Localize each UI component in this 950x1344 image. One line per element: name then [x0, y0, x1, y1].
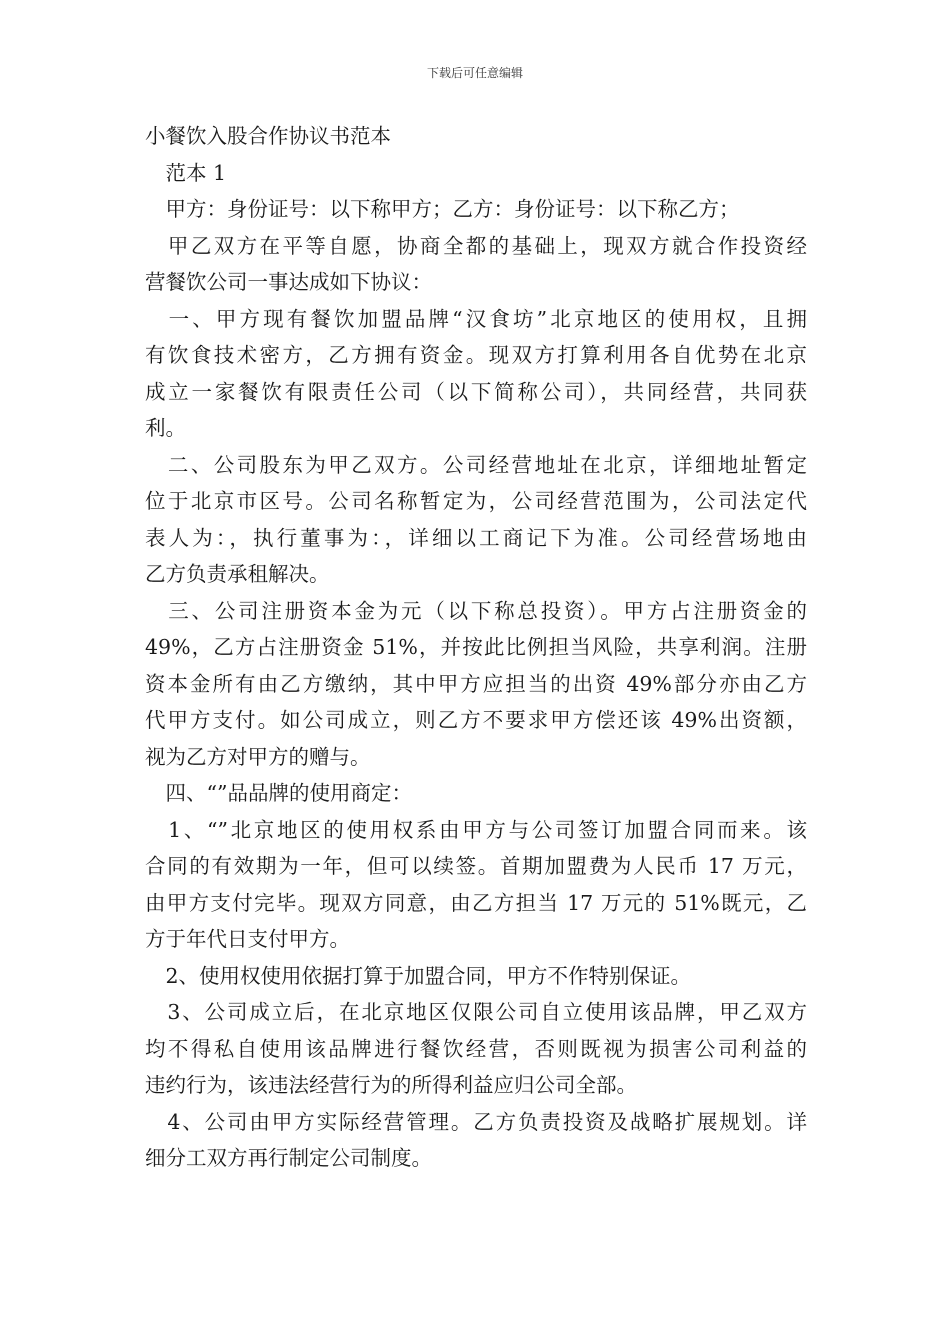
text-line: 细分工双方再行制定公司制度。 [145, 1146, 432, 1170]
text-line: 由甲方支付完毕。现双方同意，由乙方担当 17 万元的 51%既元，乙 [145, 890, 807, 915]
text-line: 四、“”品品牌的使用商定： [145, 781, 412, 805]
text-line: 乙方负责承租解决。 [145, 562, 330, 586]
document-body [145, 118, 807, 1177]
text-line: 表人为：，执行董事为：，详细以工商记下为准。公司经营场地由 [145, 525, 807, 550]
text-line: 4、公司由甲方实际经营管理。乙方负责投资及战略扩展规划。详 [145, 1109, 807, 1134]
text-line: 二、公司股东为甲乙双方。公司经营地址在北京，详细地址暂定 [145, 452, 807, 477]
text-line: 一、甲方现有餐饮加盟品牌“汉食坊”北京地区的使用权，且拥 [145, 306, 807, 331]
text-line: 甲乙双方在平等自愿，协商全都的基础上，现双方就合作投资经 [145, 233, 807, 258]
text-line: 三、公司注册资本金为元（以下称总投资）。甲方占注册资金的 [145, 598, 807, 623]
text-line: 甲方：身份证号：以下称甲方；乙方：身份证号：以下称乙方； [145, 197, 740, 221]
text-line: 合同的有效期为一年，但可以续签。首期加盟费为人民币 17 万元， [145, 854, 807, 878]
text-line: 利。 [145, 416, 186, 440]
document-title: 小餐饮入股合作协议书范本 [145, 124, 391, 148]
text-line: 有饮食技术密方，乙方拥有资金。现双方打算利用各自优势在北京 [145, 343, 807, 367]
text-line: 位于北京市区号。公司名称暂定为，公司经营范围为，公司法定代 [145, 489, 807, 513]
text-line: 1、“”北京地区的使用权系由甲方与公司签订加盟合同而来。该 [145, 817, 807, 842]
text-line: 资本金所有由乙方缴纳，其中甲方应担当的出资 49%部分亦由乙方 [145, 671, 807, 696]
document-lines [145, 155, 807, 1177]
text-line: 2、使用权使用依据打算于加盟合同，甲方不作特别保证。 [145, 963, 692, 988]
text-line: 方于年代日支付甲方。 [145, 927, 350, 951]
header-note: 下载后可任意编辑 [426, 66, 523, 80]
text-line: 营餐饮公司一事达成如下协议： [145, 270, 432, 294]
text-line: 成立一家餐饮有限责任公司（以下简称公司），共同经营，共同获 [145, 379, 807, 404]
text-line: 视为乙方对甲方的赠与。 [145, 744, 371, 769]
text-line: 代甲方支付。如公司成立，则乙方不要求甲方偿还该 49%出资额， [145, 708, 807, 732]
text-line: 49%，乙方占注册资金 51%，并按此比例担当风险，共享利润。注册 [145, 635, 807, 659]
text-line: 范本 1 [145, 160, 227, 185]
text-line: 3、公司成立后，在北京地区仅限公司自立使用该品牌，甲乙双方 [145, 1000, 807, 1024]
text-line: 均不得私自使用该品牌进行餐饮经营，否则既视为损害公司利益的 [145, 1036, 807, 1061]
text-line: 违约行为，该违法经营行为的所得利益应归公司全部。 [145, 1073, 637, 1097]
